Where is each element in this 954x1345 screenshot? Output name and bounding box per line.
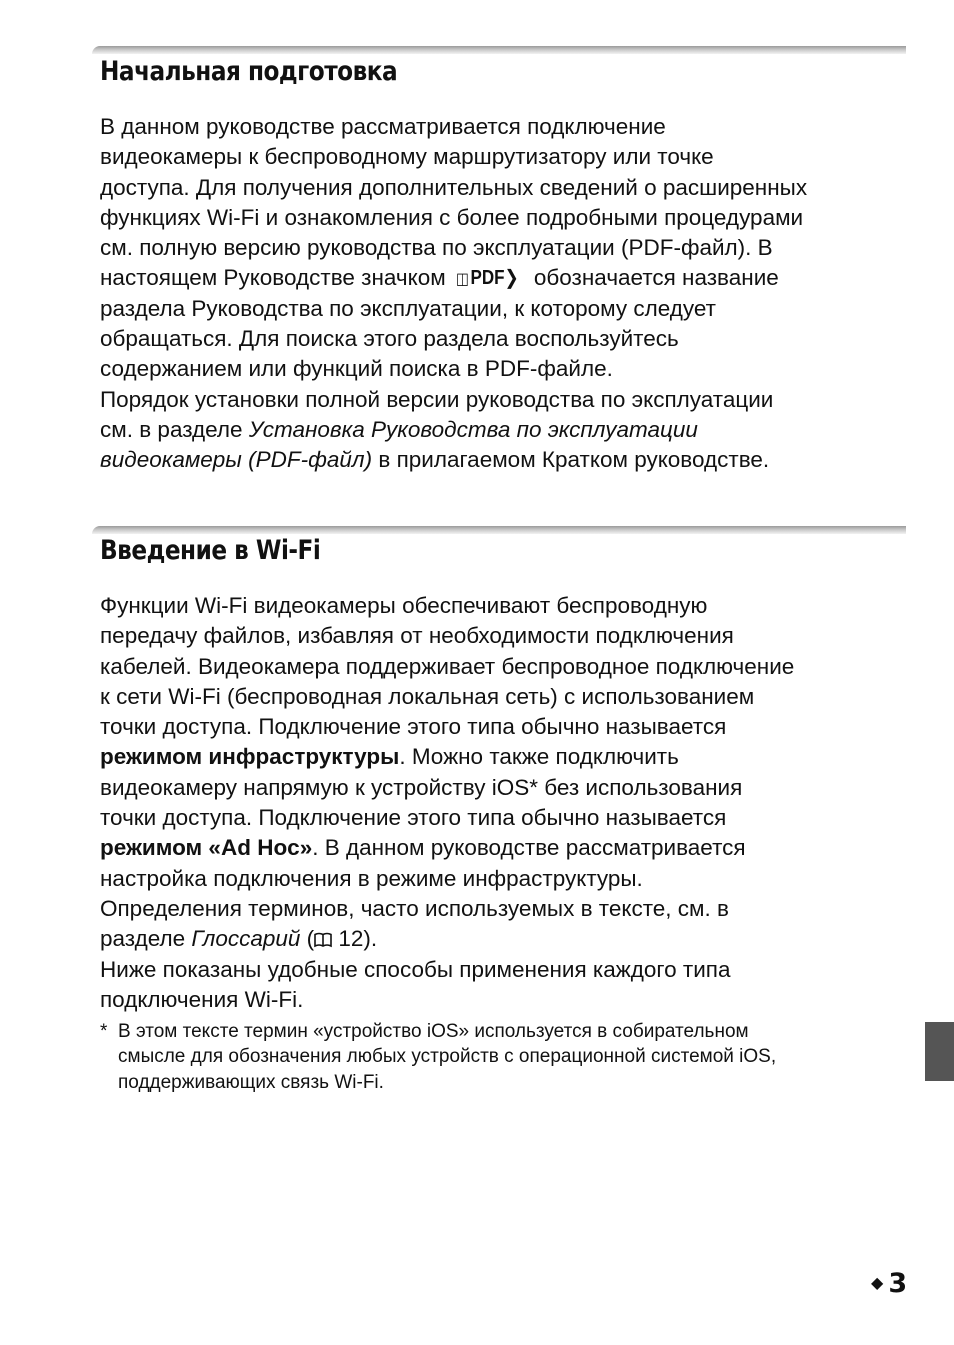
page-number (871, 1268, 907, 1299)
manual-install-reference: Установка Руководства по эксплуатации (248, 416, 698, 442)
paragraph-line: к сети Wi-Fi (беспроводная локальная сеть) с использованием (100, 683, 755, 709)
diamond-icon: ◆ (871, 1273, 884, 1292)
footnote (100, 1019, 900, 1095)
section-rule-2 (92, 526, 906, 534)
paragraph-line (100, 833, 906, 863)
text-span: настоящем Руководстве значком (100, 265, 446, 291)
camera-glyph-icon: ◫ (455, 271, 469, 289)
section-rule-1 (92, 46, 906, 54)
paragraph-line: функциях Wi-Fi и ознакомления с более подробными процедурами (100, 204, 804, 230)
paragraph-line: передачу файлов, избавляя от необходимости подключения (100, 623, 734, 649)
text-span: обозначается название (533, 265, 779, 291)
section-body-preparation (100, 112, 906, 476)
section-heading-wifi-intro: Введение в Wi-Fi (100, 535, 321, 566)
paragraph-line: точки доступа. Подключение этого типа обычно называется (100, 714, 727, 740)
paragraph-line: содержанием или функций поиска в PDF-файле. (100, 356, 613, 382)
paragraph-line: кабелей. Видеокамера поддерживает беспроводное подключение (100, 653, 795, 679)
paragraph-line: Порядок установки полной версии руководства по эксплуатации (100, 386, 774, 412)
page-reference: 12). (332, 926, 378, 952)
text-span: ( (300, 926, 315, 952)
manual-install-reference-cont: видеокамеры (PDF-файл) (100, 447, 373, 473)
section-body-wifi-intro (100, 591, 906, 1015)
term-ad-hoc-mode: режимом «Ad Hoc» (100, 835, 313, 861)
paragraph-line: Ниже показаны удобные способы применения каждого типа (100, 956, 731, 982)
chapter-side-tab (925, 1022, 954, 1081)
footnote-line: поддерживающих связь Wi-Fi. (118, 1071, 384, 1093)
paragraph-line (100, 445, 906, 475)
paragraph-line: точки доступа. Подключение этого типа обычно называется (100, 805, 727, 831)
paragraph-line: см. полную версию руководства по эксплуатации (PDF-файл). В (100, 235, 773, 261)
paragraph-line: Функции Wi-Fi видеокамеры обеспечивают беспроводную (100, 593, 708, 618)
glossary-reference: Глоссарий (191, 926, 301, 952)
text-span: . В данном руководстве рассматривается (312, 835, 746, 861)
paragraph-line: видеокамеры к беспроводному маршрутизатору или точке (100, 144, 714, 170)
paragraph-line: Определения терминов, часто используемых в тексте, см. в (100, 895, 729, 921)
paragraph-line: обращаться. Для поиска этого раздела воспользуйтесь (100, 326, 679, 352)
paragraph-line (100, 415, 906, 445)
paragraph-line: раздела Руководства по эксплуатации, к которому следует (100, 295, 716, 321)
footnote-marker: * (100, 1021, 108, 1042)
paragraph-line: В данном руководстве рассматривается подключение (100, 114, 666, 139)
text-span: . Можно также подключить (399, 744, 679, 770)
section-heading-preparation: Начальная подготовка (100, 56, 398, 87)
footnote-line: смысле для обозначения любых устройств с операционной системой iOS, (118, 1046, 777, 1068)
paragraph-line (100, 924, 906, 954)
paragraph-line (100, 263, 906, 293)
paragraph-line (100, 742, 906, 772)
footnote-line: В этом тексте термин «устройство iOS» используется в собирательном (118, 1021, 749, 1042)
text-span: в прилагаемом Кратком руководстве. (372, 447, 770, 473)
text-span: разделе (100, 926, 192, 952)
paragraph-line: видеокамеру напрямую к устройству iOS* без использования (100, 774, 743, 800)
book-icon (314, 932, 332, 948)
text-span: см. в разделе (100, 416, 249, 442)
pdf-camera-icon: ◫PDF❯ (455, 267, 519, 290)
paragraph-line: подключения Wi-Fi. (100, 986, 304, 1012)
paragraph-line: доступа. Для получения дополнительных сведений о расширенных (100, 174, 808, 200)
page-number-value: 3 (888, 1268, 908, 1299)
term-infrastructure-mode: режимом инфраструктуры (100, 744, 400, 770)
paragraph-line: настройка подключения в режиме инфраструктуры. (100, 865, 643, 891)
pdf-icon-label: PDF (470, 267, 505, 290)
